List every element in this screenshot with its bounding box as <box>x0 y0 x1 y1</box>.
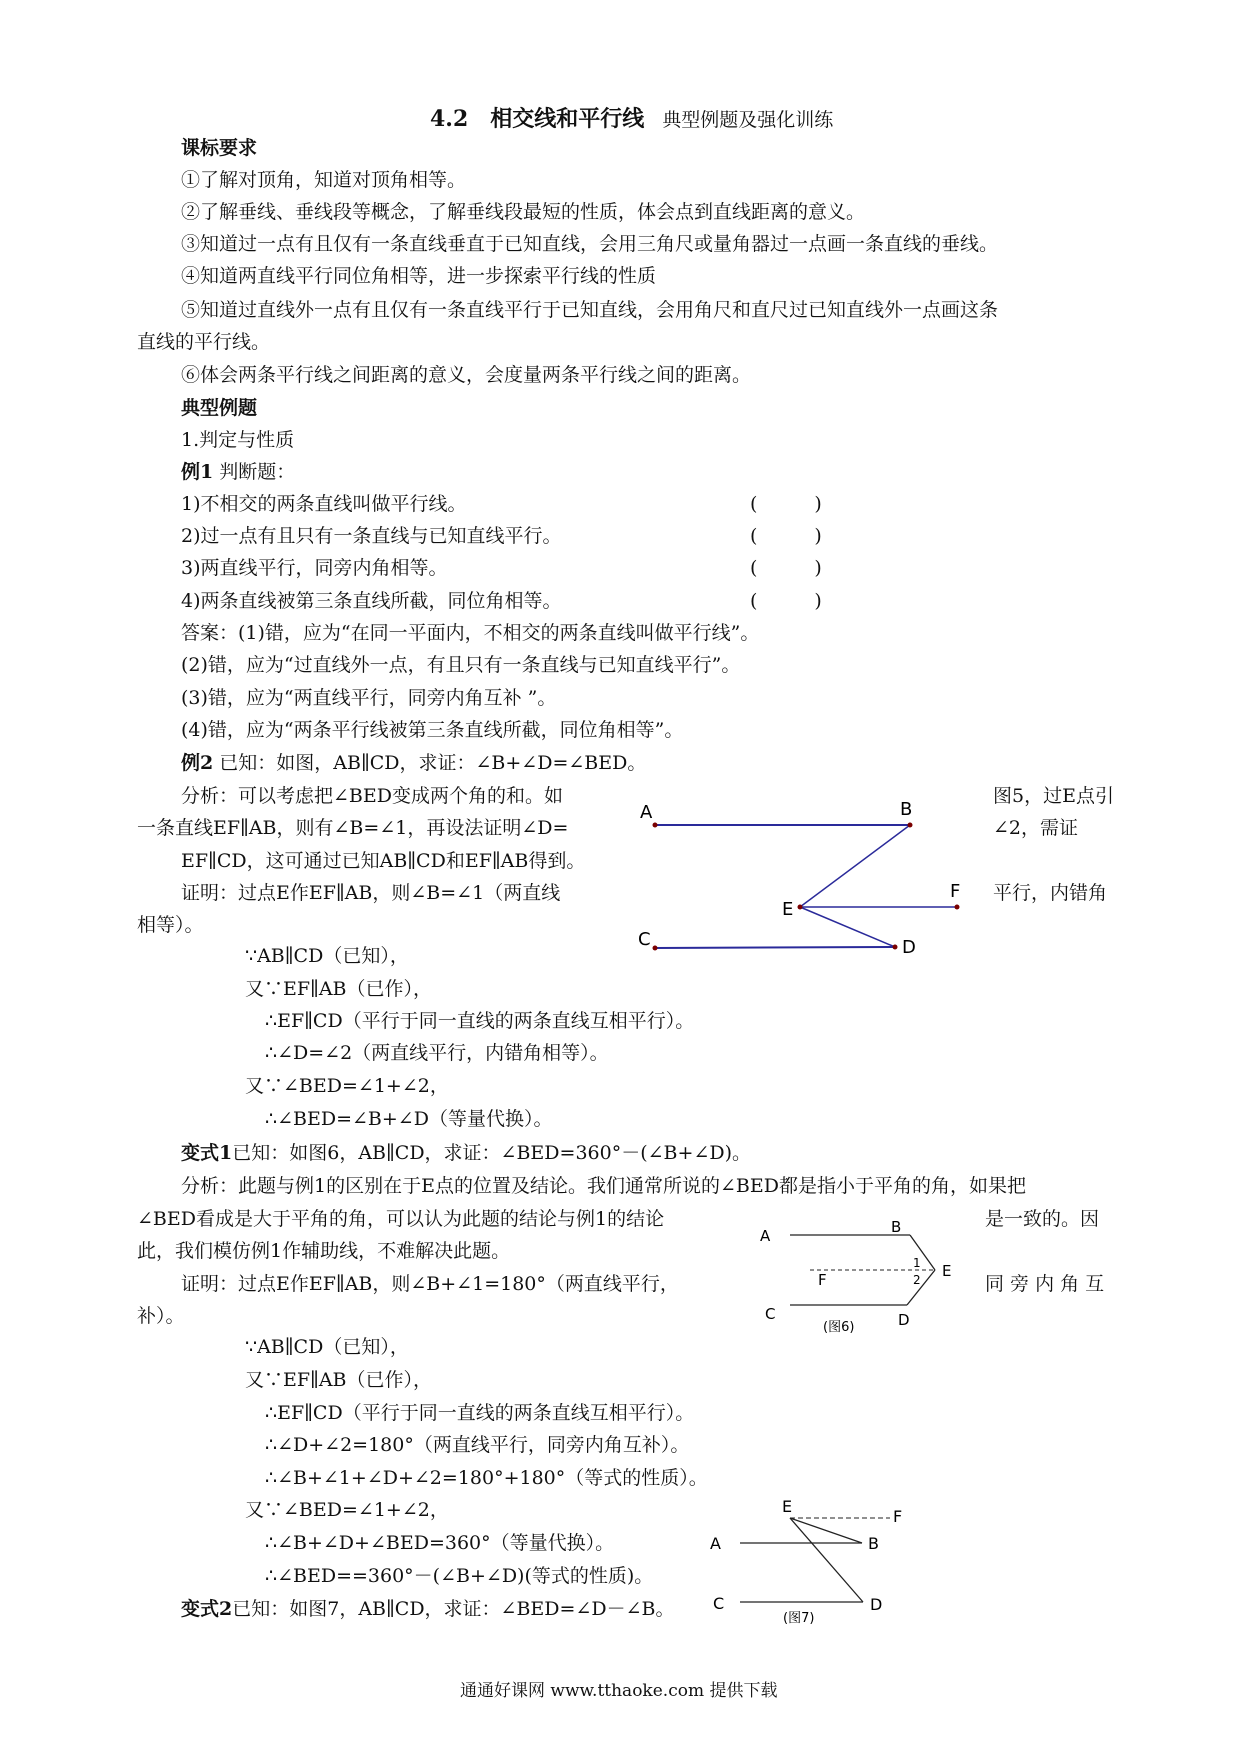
title-sub: 典型例题及强化训练 <box>662 109 834 131</box>
analysis-line: 证明：过点E作EF∥AB，则∠B=∠1（两直线 <box>181 882 561 904</box>
judgement-item: 2)过一点有且只有一条直线与已知直线平行。 <box>181 525 562 547</box>
label-a: A <box>710 1534 721 1553</box>
example-1-heading <box>181 460 295 484</box>
example-1-label: 例1 <box>181 461 214 483</box>
variant-2-label: 变式2 <box>181 1598 233 1620</box>
analysis-line: 证明：过点E作EF∥AB，则∠B+∠1=180°（两直线平行， <box>181 1273 679 1295</box>
label-b: B <box>868 1534 879 1553</box>
point-b <box>908 823 913 828</box>
example-2-heading <box>181 751 646 775</box>
variant-1-label: 变式1 <box>181 1142 233 1164</box>
point-f <box>955 905 960 910</box>
answer-line: (3)错，应为“两直线平行，同旁内角互补 ”。 <box>181 687 557 709</box>
answer-blank: ( ) <box>750 493 822 515</box>
line-ed <box>907 1270 935 1305</box>
requirement-item: ③知道过一点有且仅有一条直线垂直于已知直线，会用三角尺或量角器过一点画一条直线的垂线。 <box>181 233 999 255</box>
analysis-right: 平行，内错角 <box>993 882 1108 904</box>
answer-line: 答案：(1)错，应为“在同一平面内，不相交的两条直线叫做平行线”。 <box>181 622 760 644</box>
example-2-label: 例2 <box>181 752 214 774</box>
angle-2-label: 2 <box>913 1273 921 1287</box>
analysis-line: 补）。 <box>137 1305 185 1327</box>
analysis-line: 分析：可以考虑把∠BED变成两个角的和。如 <box>181 785 563 807</box>
proof-line: ∵AB∥CD（已知）， <box>245 945 409 967</box>
point-c <box>653 946 658 951</box>
requirement-item: ②了解垂线、垂线段等概念，了解垂线段最短的性质，体会点到直线距离的意义。 <box>181 201 866 223</box>
figure-7 <box>705 1497 925 1650</box>
answer-line: (2)错，应为“过直线外一点，有且只有一条直线与已知直线平行”。 <box>181 654 741 676</box>
analysis-right: 图5，过E点引 <box>993 785 1114 807</box>
answer-blank: ( ) <box>750 557 822 579</box>
label-e: E <box>942 1262 952 1280</box>
requirement-item: ④知道两直线平行同位角相等，进一步探索平行线的性质 <box>181 265 657 287</box>
example-1-text: 判断题： <box>213 461 296 483</box>
proof-line: ∴∠B+∠D+∠BED=360°（等量代换）。 <box>265 1532 615 1554</box>
example-2-text: 已知：如图，AB∥CD，求证：∠B+∠D=∠BED。 <box>213 752 647 774</box>
figure-6 <box>755 1218 965 1345</box>
requirement-item: ①了解对顶角，知道对顶角相等。 <box>181 169 467 191</box>
figure-5 <box>630 795 961 965</box>
label-b: B <box>891 1218 902 1236</box>
label-d: D <box>902 937 916 958</box>
variant-1-heading <box>181 1141 751 1165</box>
proof-line: ∴EF∥CD（平行于同一直线的两条直线互相平行）。 <box>265 1402 695 1424</box>
point-a <box>653 823 658 828</box>
proof-line: ∴∠D=∠2（两直线平行，内错角相等）。 <box>265 1042 609 1064</box>
analysis-line: 相等）。 <box>137 914 204 936</box>
judgement-item: 4)两条直线被第三条直线所截，同位角相等。 <box>181 590 562 612</box>
point-d <box>893 945 898 950</box>
proof-line: 又∵EF∥AB（已作）， <box>245 1369 433 1391</box>
title-main: 4.2 相交线和平行线 <box>430 106 645 132</box>
line-ed <box>800 907 895 947</box>
figure-7-caption: (图7) <box>783 1611 815 1626</box>
line-be <box>800 825 910 907</box>
proof-line: 又∵EF∥AB（已作）， <box>245 978 433 1000</box>
variant-2-heading <box>181 1597 675 1621</box>
label-f: F <box>950 881 961 902</box>
proof-line: ∴∠BED=∠B+∠D（等量代换）。 <box>265 1108 553 1130</box>
figure-6-caption: (图6) <box>823 1320 855 1335</box>
label-f: F <box>893 1507 903 1526</box>
proof-line: 又∵∠BED=∠1+∠2， <box>245 1075 449 1097</box>
requirement-item: ⑥体会两条平行线之间距离的意义，会度量两条平行线之间的距离。 <box>181 364 752 386</box>
line-cd <box>655 947 895 948</box>
proof-line: ∴EF∥CD（平行于同一直线的两条直线互相平行）。 <box>265 1010 695 1032</box>
label-f: F <box>818 1271 827 1289</box>
requirement-item: 直线的平行线。 <box>137 331 271 353</box>
proof-line: ∴∠B+∠1+∠D+∠2=180°+180°（等式的性质）。 <box>265 1467 708 1489</box>
answer-blank: ( ) <box>750 525 822 547</box>
section-heading-requirements: 课标要求 <box>181 137 258 159</box>
requirement-item: ⑤知道过直线外一点有且仅有一条直线平行于已知直线，会用角尺和直尺过已知直线外一点画这条 <box>181 299 999 321</box>
label-d: D <box>870 1595 883 1614</box>
point-e <box>798 905 803 910</box>
analysis-line: 一条直线EF∥AB，则有∠B=∠1，再设法证明∠D= <box>137 817 569 839</box>
section-heading-examples: 典型例题 <box>181 397 258 419</box>
analysis-line: 此，我们模仿例1作辅助线，不难解决此题。 <box>137 1240 511 1262</box>
analysis-right: 同 旁 内 角 互 <box>985 1273 1105 1295</box>
page-title <box>430 102 833 133</box>
proof-line: ∵AB∥CD（已知）， <box>245 1336 409 1358</box>
analysis-right: 是一致的。因 <box>985 1208 1100 1230</box>
label-c: C <box>713 1594 725 1613</box>
analysis-line: 分析：此题与例1的区别在于E点的位置及结论。我们通常所说的∠BED都是指小于平角的角，如果把 <box>181 1175 1026 1197</box>
label-a: A <box>760 1227 771 1245</box>
answer-blank: ( ) <box>750 590 822 612</box>
label-c: C <box>638 929 651 950</box>
angle-1-label: 1 <box>913 1256 921 1270</box>
label-e: E <box>782 1497 793 1516</box>
analysis-right: ∠2，需证 <box>993 817 1079 839</box>
answer-line: (4)错，应为“两条平行线被第三条直线所截，同位角相等”。 <box>181 719 684 741</box>
analysis-line: ∠BED看成是大于平角的角，可以认为此题的结论与例1的结论 <box>137 1208 665 1230</box>
label-c: C <box>765 1305 776 1323</box>
proof-line: 又∵∠BED=∠1+∠2， <box>245 1499 449 1521</box>
variant-2-text: 已知：如图7，AB∥CD，求证：∠BED=∠D－∠B。 <box>232 1598 675 1620</box>
variant-1-text: 已知：如图6，AB∥CD，求证：∠BED=360°－(∠B+∠D)。 <box>232 1142 752 1164</box>
page-footer: 通通好课网 www.tthaoke.com 提供下载 <box>460 1681 778 1701</box>
proof-line: ∴∠BED==360°－(∠B+∠D)(等式的性质)。 <box>265 1565 654 1587</box>
label-e: E <box>782 899 794 920</box>
judgement-item: 1)不相交的两条直线叫做平行线。 <box>181 493 467 515</box>
label-b: B <box>900 799 913 820</box>
subsection-heading: 1.判定与性质 <box>181 429 295 451</box>
label-a: A <box>640 802 653 823</box>
proof-line: ∴∠D+∠2=180°（两直线平行，同旁内角互补）。 <box>265 1434 690 1456</box>
judgement-item: 3)两直线平行，同旁内角相等。 <box>181 557 448 579</box>
analysis-line: EF∥CD，这可通过已知AB∥CD和EF∥AB得到。 <box>181 850 586 872</box>
label-d: D <box>898 1311 910 1329</box>
